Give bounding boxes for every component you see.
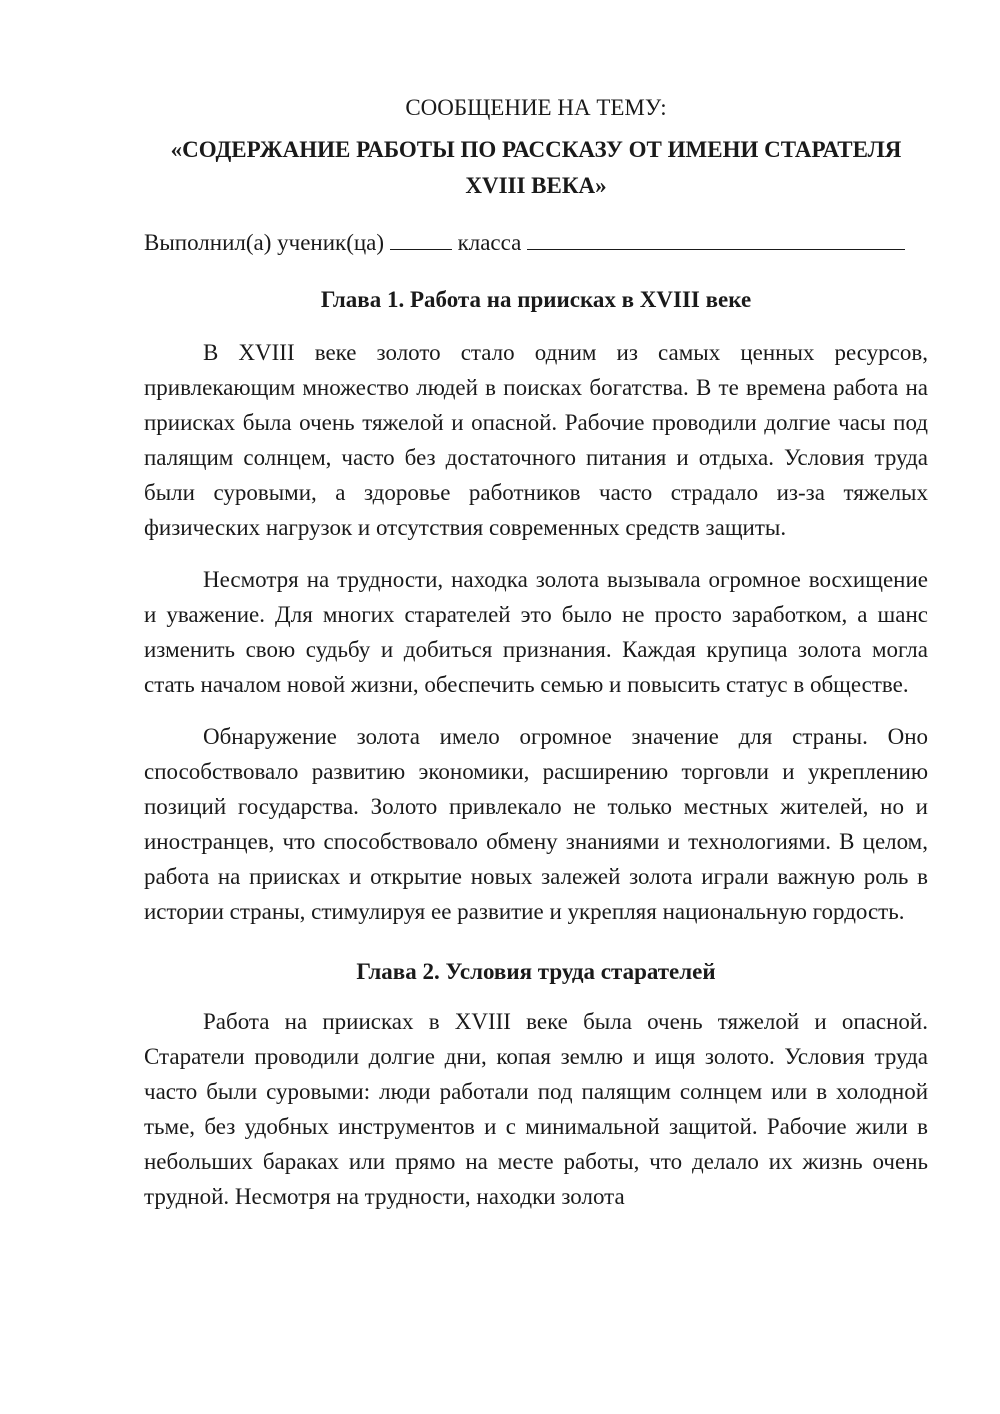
chapter-1-heading: Глава 1. Работа на приисках в XVIII веке [320,287,752,312]
document-title [144,132,928,204]
chapter-1-paragraph-1: В XVIII веке золото стало одним из самых ценных ресурсов, привлекающим множество людей в поисках богатства. В те времена работа на приисках была очень тяжелой и опасной. Рабочие проводили долгие часы под палящим солнцем, часто без достаточного питания и отдыха. Условия труда были суровыми, а здоровье работников часто страдало из-за тяжелых физических нагрузок и отсутствия современных средств защиты. [144,340,928,540]
chapter-2-paragraph-1: Работа на приисках в XVIII веке была очень тяжелой и опасной. Старатели проводили долгие дни, копая землю и ищя золото. Условия труда часто были суровыми: люди работали под палящим солнцем или в холодной тьме, без удобных инструментов и с минимальной защитой. Рабочие жили в небольших бараках или прямо на месте работы, что делало их жизнь очень трудной. Несмотря на трудности, находки золота [144,1009,928,1209]
chapter-1 [144,282,928,929]
chapter-1-paragraph-2: Несмотря на трудности, находка золота вызывала огромное восхищение и уважение. Для многих старателей это было не просто заработком, а шанс изменить свою судьбу и добиться признания. Каждая крупица золота могла стать началом новой жизни, обеспечить семью и повысить статус в обществе. [144,567,928,697]
document-topic: СООБЩЕНИЕ НА ТЕМУ: [405,95,667,120]
author-line [144,225,928,261]
class-label: класса [457,230,522,255]
document-title-line-1: «СОДЕРЖАНИЕ РАБОТЫ ПО РАССКАЗУ ОТ ИМЕНИ СТАРАТЕЛЯ [170,137,902,162]
student-label: Выполнил(а) ученик(ца) [144,230,385,255]
chapter-1-paragraph-3: Обнаружение золота имело огромное значение для страны. Оно способствовало развитию экономики, расширению торговли и укреплению позиций государства. Золото привлекало не только местных жителей, но и иностранцев, что способствовало обмену знаниями и технологиями. В целом, работа на приисках и открытие новых залежей золота играли важную роль в истории страны, стимулируя ее развитие и укрепляя национальную гордость. [144,724,928,924]
chapter-2 [144,954,928,1214]
class-number-blank [390,225,452,250]
document-title-line-2: XVIII ВЕКА» [465,173,607,198]
chapter-2-heading: Глава 2. Условия труда старателей [356,959,716,984]
student-name-blank [527,225,905,250]
document-page [144,88,928,1214]
